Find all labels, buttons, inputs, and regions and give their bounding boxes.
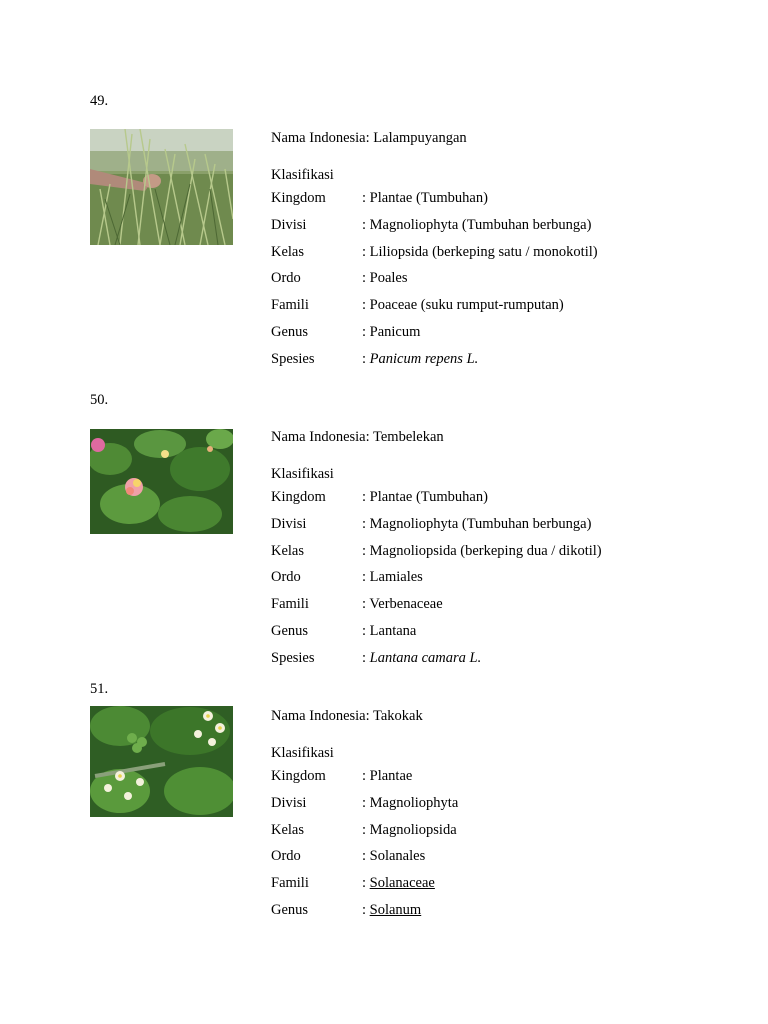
classification-block — [271, 129, 731, 373]
row-label: Divisi — [271, 216, 307, 233]
row-label: Famili — [271, 297, 309, 314]
row-value: Lantana — [369, 622, 417, 639]
entry-number: 49. — [90, 93, 109, 109]
row-value: Panicum repens L. — [369, 350, 479, 367]
row-famili: Famili : Solanaceae — [271, 870, 731, 897]
row-ordo: Ordo : Solanales — [271, 843, 731, 870]
famili-link[interactable]: Solanaceae — [369, 875, 435, 892]
row-famili: Famili : Verbenaceae — [271, 591, 731, 618]
entry-number: 50. — [90, 392, 109, 408]
row-label: Kingdom — [271, 489, 326, 505]
row-value: Plantae (Tumbuhan) — [369, 489, 488, 505]
row-label: Famili — [271, 596, 309, 613]
genus-link[interactable]: Solanum — [369, 901, 422, 918]
row-kelas: Kelas : Magnoliopsida — [271, 817, 731, 844]
row-value: Liliopsida (berkeping satu / monokotil) — [369, 243, 598, 260]
klasifikasi-heading: Klasifikasi — [271, 167, 334, 183]
row-value: Solanales — [369, 848, 426, 865]
classification-block — [271, 707, 731, 924]
row-label: Genus — [271, 323, 309, 340]
plant-photo-takokak — [90, 706, 233, 817]
row-label: Divisi — [271, 515, 307, 532]
row-kelas: Kelas : Liliopsida (berkeping satu / monokotil) — [271, 239, 731, 266]
nama-indonesia: Nama Indonesia: Tembelekan — [271, 429, 444, 445]
row-kingdom: Kingdom : Plantae (Tumbuhan) — [271, 484, 731, 511]
classification-block — [271, 428, 731, 672]
row-value: Plantae (Tumbuhan) — [369, 190, 488, 206]
row-value: Plantae — [369, 768, 413, 784]
row-label: Spesies — [271, 350, 315, 367]
nama-indonesia: Nama Indonesia: Takokak — [271, 708, 423, 724]
row-kingdom: Kingdom : Plantae (Tumbuhan) — [271, 185, 731, 212]
row-value: Verbenaceae — [369, 596, 443, 613]
row-value: Magnoliophyta (Tumbuhan berbunga) — [369, 515, 592, 532]
row-label: Spesies — [271, 649, 315, 666]
row-label: Famili — [271, 875, 309, 892]
plant-photo-tembelekan — [90, 429, 233, 534]
row-value: Poaceae (suku rumput-rumputan) — [369, 297, 564, 314]
row-genus: Genus : Solanum — [271, 897, 731, 924]
row-value: Magnoliopsida (berkeping dua / dikotil) — [369, 542, 602, 559]
row-value: Magnoliophyta — [369, 794, 459, 811]
row-label: Genus — [271, 901, 309, 918]
row-divisi: Divisi : Magnoliophyta (Tumbuhan berbunga) — [271, 212, 731, 239]
row-genus: Genus : Panicum — [271, 319, 731, 346]
row-label: Genus — [271, 622, 309, 639]
row-ordo: Ordo : Poales — [271, 265, 731, 292]
row-famili: Famili : Poaceae (suku rumput-rumputan) — [271, 292, 731, 319]
row-value: Magnoliophyta (Tumbuhan berbunga) — [369, 216, 592, 233]
klasifikasi-heading: Klasifikasi — [271, 466, 334, 482]
nama-indonesia: Nama Indonesia: Lalampuyangan — [271, 130, 467, 146]
row-label: Kelas — [271, 542, 305, 559]
row-kelas: Kelas : Magnoliopsida (berkeping dua / dikotil) — [271, 538, 731, 565]
row-label: Ordo — [271, 848, 301, 865]
klasifikasi-heading: Klasifikasi — [271, 745, 334, 761]
row-label: Divisi — [271, 794, 307, 811]
row-label: Kingdom — [271, 768, 326, 784]
row-kingdom: Kingdom : Plantae — [271, 763, 731, 790]
row-spesies: Spesies : Lantana camara L. — [271, 645, 731, 672]
row-value: Poales — [369, 270, 408, 287]
row-value: Panicum — [369, 323, 421, 340]
row-value: Lantana camara L. — [369, 649, 482, 666]
row-label: Kelas — [271, 243, 305, 260]
plant-photo-lalampuyangan — [90, 129, 233, 245]
row-value: Lamiales — [369, 569, 423, 586]
row-spesies: Spesies : Panicum repens L. — [271, 346, 731, 373]
row-value: Magnoliopsida — [369, 821, 457, 838]
row-label: Kelas — [271, 821, 305, 838]
row-label: Kingdom — [271, 190, 326, 206]
row-label: Ordo — [271, 270, 301, 287]
row-label: Ordo — [271, 569, 301, 586]
row-ordo: Ordo : Lamiales — [271, 564, 731, 591]
row-divisi: Divisi : Magnoliophyta — [271, 790, 731, 817]
row-genus: Genus : Lantana — [271, 618, 731, 645]
row-divisi: Divisi : Magnoliophyta (Tumbuhan berbunga) — [271, 511, 731, 538]
entry-number: 51. — [90, 681, 109, 697]
